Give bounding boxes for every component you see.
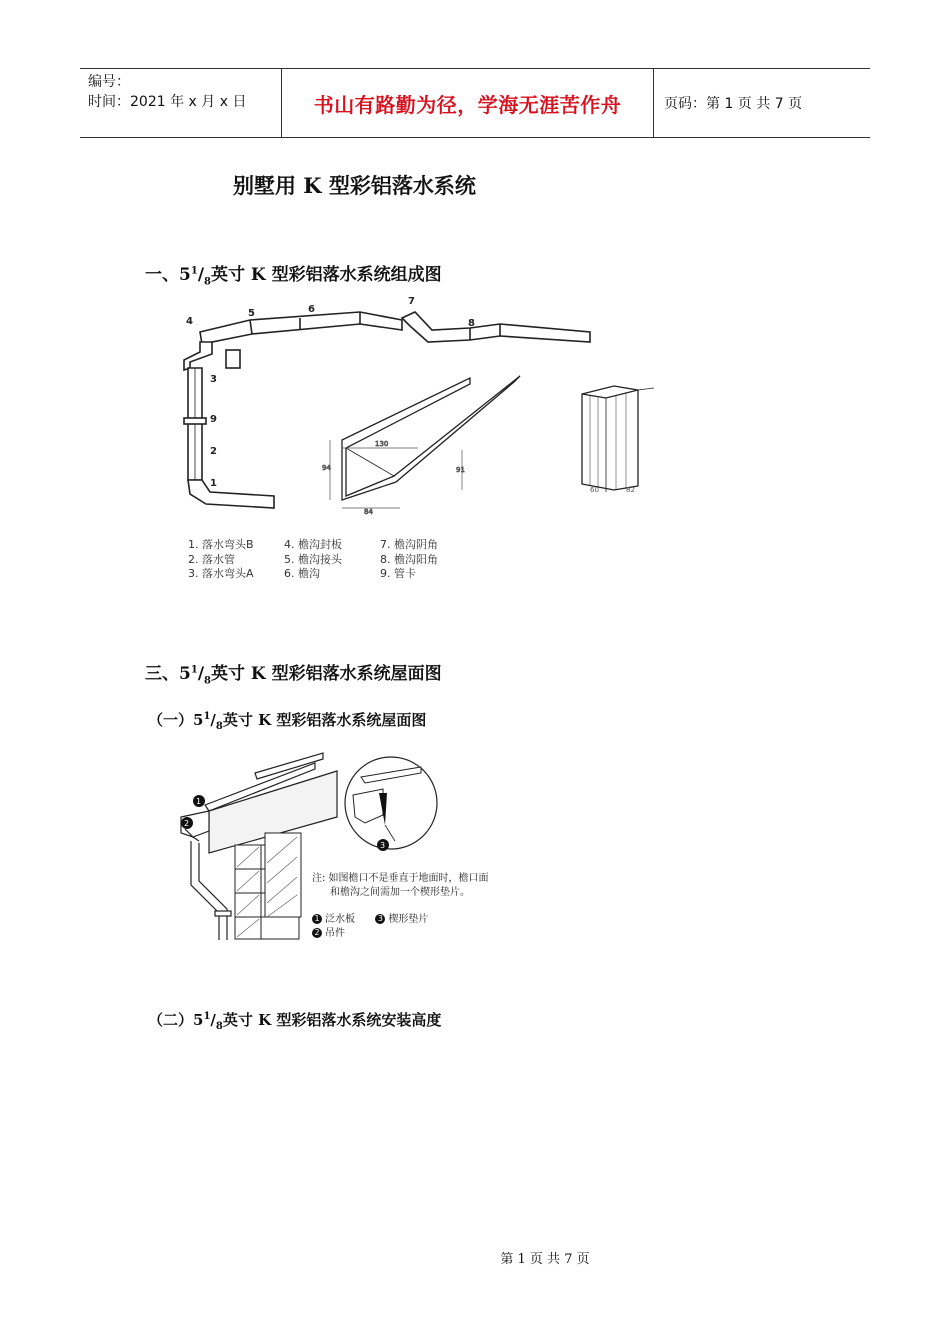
subsection-2-sup: 1 xyxy=(203,1011,211,1022)
subsection-2-prefix: （二）5 xyxy=(148,1011,204,1029)
callout-3: 3 xyxy=(210,374,217,385)
note-line-1: 注: 如图檐口不是垂直于地面时，檐口面 xyxy=(312,873,489,884)
legend-item: 7. 檐沟阴角 xyxy=(380,538,438,551)
marker-1 xyxy=(193,795,205,807)
dim-91: 91 xyxy=(456,466,465,474)
marker-dot: 2 xyxy=(312,928,322,938)
callout-5: 5 xyxy=(248,308,255,319)
installation-note xyxy=(312,872,489,900)
time-label: 时间：2021 年 x 月 x 日 xyxy=(88,94,247,110)
section-1-slash: / xyxy=(197,265,205,285)
dim-84: 84 xyxy=(364,508,373,516)
gutter-system-diagram xyxy=(170,290,670,530)
brick-wall xyxy=(235,833,301,939)
callout-2: 2 xyxy=(210,446,217,457)
section-1-heading xyxy=(145,260,442,287)
section-3-heading xyxy=(145,659,442,686)
legend-item: 5. 檐沟接头 xyxy=(284,552,342,566)
section-3-slash: / xyxy=(197,664,205,684)
legend-row xyxy=(188,553,476,568)
subsection-2-slash: / xyxy=(210,1011,216,1029)
gutter-run xyxy=(200,312,590,344)
section-1-text: 英寸 K 型彩铝落水系统组成图 xyxy=(211,265,442,285)
subsection-2-text: 英寸 K 型彩铝落水系统安装高度 xyxy=(222,1011,442,1029)
subsection-1-heading xyxy=(148,709,426,732)
header-left-cell xyxy=(80,69,282,137)
header-table xyxy=(80,68,870,138)
marker-3-number: 3 xyxy=(380,841,386,850)
document-title: 别墅用 K 型彩铝落水系统 xyxy=(233,173,476,198)
callout-1: 1 xyxy=(210,478,217,489)
dim-94: 94 xyxy=(322,464,331,472)
section-1-sub: 8 xyxy=(204,276,211,288)
legend-item: 1. 落水弯头B xyxy=(188,538,254,551)
roof-downspout xyxy=(191,841,231,940)
marker-dot: 1 xyxy=(312,914,322,924)
subsection-2-sub: 8 xyxy=(215,1021,223,1032)
dim-82: 82 xyxy=(626,486,635,494)
marker-legend xyxy=(312,913,428,941)
section-3-sub: 8 xyxy=(204,675,211,687)
subsection-1-prefix: （一）5 xyxy=(148,711,204,729)
header-motto: 书山有路勤为径，学海无涯苦作舟 xyxy=(313,92,622,117)
k-profile-section xyxy=(342,376,520,500)
legend-row xyxy=(188,567,476,582)
legend-item: 8. 檐沟阳角 xyxy=(380,552,438,566)
marker-2-number: 2 xyxy=(184,819,190,828)
legend-item: 4. 檐沟封板 xyxy=(284,538,342,551)
subsection-1-sub: 8 xyxy=(215,721,223,732)
subsection-1-slash: / xyxy=(210,711,216,729)
header-middle-cell xyxy=(282,69,654,137)
subsection-1-sup: 1 xyxy=(203,711,211,722)
callout-8: 8 xyxy=(468,318,475,329)
downspout xyxy=(184,342,274,508)
rectangular-downpipe xyxy=(582,386,654,492)
section-3-prefix: 三、5 xyxy=(145,664,191,684)
dim-130: 130 xyxy=(375,440,389,448)
dim-60: 60 xyxy=(590,486,599,494)
marker-1-number: 1 xyxy=(196,797,202,806)
section-1-prefix: 一、5 xyxy=(145,265,191,285)
section-3-text: 英寸 K 型彩铝落水系统屋面图 xyxy=(211,664,442,684)
callout-4: 4 xyxy=(186,316,193,327)
marker-2-label: 吊件 xyxy=(325,928,345,939)
section-1-sup: 1 xyxy=(190,265,198,277)
marker-2 xyxy=(181,817,193,829)
legend-item: 3. 落水弯头A xyxy=(188,567,254,580)
header-right-cell xyxy=(654,69,870,137)
callout-6: 6 xyxy=(308,304,315,315)
marker-1-label: 泛水板 xyxy=(325,914,355,925)
component-legend xyxy=(188,538,476,582)
legend-item: 2. 落水管 xyxy=(188,552,235,566)
section-3-sup: 1 xyxy=(190,664,198,676)
legend-row xyxy=(188,538,476,553)
number-label: 编号： xyxy=(88,74,130,90)
marker-dot: 3 xyxy=(375,914,385,924)
page-label: 页码：第 1 页 共 7 页 xyxy=(664,96,803,112)
marker-3-label: 楔形垫片 xyxy=(388,914,429,925)
detail-circle xyxy=(345,757,437,851)
legend-item: 9. 管卡 xyxy=(380,567,416,580)
subsection-2-heading xyxy=(148,1009,441,1032)
legend-item: 6. 檐沟 xyxy=(284,567,320,580)
note-line-2: 和檐沟之间需加一个楔形垫片。 xyxy=(330,887,470,898)
page-footer: 第 1 页 共 7 页 xyxy=(500,1252,590,1267)
callout-7: 7 xyxy=(408,296,415,307)
subsection-1-text: 英寸 K 型彩铝落水系统屋面图 xyxy=(222,711,427,729)
callout-9: 9 xyxy=(210,414,217,425)
